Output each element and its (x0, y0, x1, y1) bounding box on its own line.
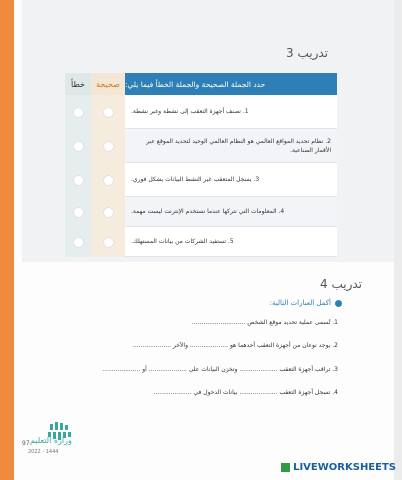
table-row (65, 163, 337, 197)
true-radio[interactable] (103, 237, 114, 248)
fill-sentence[interactable]: 4. تسجل أجهزة التعقب .................... بيانات الدخول في .................... (153, 389, 338, 396)
ministry-logo-text: وزارة التعليم (30, 436, 72, 445)
fill-sentence[interactable]: 3. تراقب أجهزة التعقب .................... وتخزن البيانات على .................... أو .................... (102, 366, 338, 373)
liveworksheets-logo-icon (281, 463, 290, 472)
fill-sentence[interactable]: 1. تُسمى عملية تحديد موقع الشخص ............................ (191, 319, 338, 326)
false-radio[interactable] (73, 175, 84, 186)
statement-text: 3. يسجل المتعقب غير النشط البيانات بشكل فوري. (125, 163, 337, 197)
false-radio[interactable] (73, 237, 84, 248)
exercise4-heading-text: أكمل العبارات التالية: (269, 299, 331, 307)
year-text: 2022 - 1444 (28, 449, 59, 455)
header-question: حدد الجملة الصحيحة والجملة الخطأ فيما يلي: (125, 73, 337, 95)
page-edge-bar (0, 0, 14, 480)
statement-text: 1. تصنف أجهزة التعقب إلى نشطة وغير نشطة. (125, 95, 337, 129)
fill-sentence[interactable]: 2. يوجد نوعان من أجهزة التعقب أحدهما هو .................... والآخر .................... (132, 342, 338, 349)
false-radio[interactable] (73, 207, 84, 218)
exercise4-title: تدريب 4 (319, 277, 362, 291)
exercise3-title: تدريب 3 (285, 46, 328, 60)
bullet-icon (335, 300, 342, 307)
exercise4-heading (270, 299, 342, 307)
table-row (65, 197, 337, 227)
true-radio[interactable] (103, 107, 114, 118)
true-radio[interactable] (103, 175, 114, 186)
header-true: صحيحة (91, 73, 125, 95)
true-radio[interactable] (103, 141, 114, 152)
true-false-table (65, 73, 337, 257)
statement-text: 4. المعلومات التي نتركها عندما نستخدم الإنترنت ليست مهمة. (125, 197, 337, 227)
false-radio[interactable] (73, 141, 84, 152)
table-row (65, 95, 337, 129)
watermark-text: LIVEWORKSHEETS (293, 462, 396, 473)
table-row (65, 129, 337, 163)
table-header (65, 73, 337, 95)
header-false: خطأ (65, 73, 91, 95)
true-radio[interactable] (103, 207, 114, 218)
liveworksheets-watermark (281, 462, 396, 473)
false-radio[interactable] (73, 107, 84, 118)
statement-text: 5. تستفيد الشركات من بيانات المستهلك. (125, 227, 337, 257)
table-row (65, 227, 337, 257)
page-right-edge (394, 0, 402, 480)
statement-text: 2. نظام تحديد المواقع العالمي هو النظام العالمي الوحيد لتحديد الموقع عبر الأقمار الصناعية. (125, 129, 337, 163)
page-number: 97 (22, 440, 30, 447)
